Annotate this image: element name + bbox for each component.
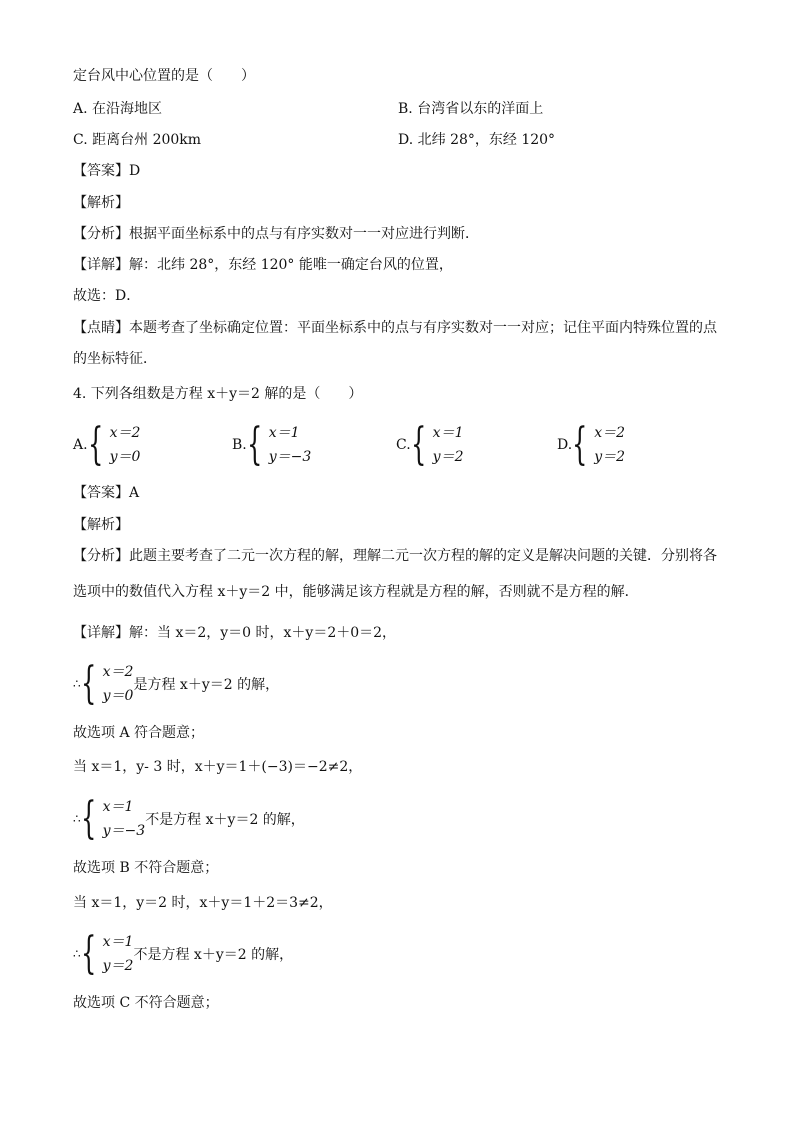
q4-case-c: 当 x＝1，y＝2 时，x＋y＝1＋2＝3≠2， [73,895,333,911]
q3-conclusion: 故选：D． [73,288,141,304]
q4-option-a-row2: y＝0 [109,449,141,465]
q3-option-a: A. 在沿海地区 [73,101,163,117]
q3-dianjing-line2: 的坐标特征． [73,351,157,367]
left-brace-icon: { [80,658,97,709]
q4-system-b-text: 不是方程 x＋y＝2 的解， [145,812,305,828]
q4-option-d [557,421,625,469]
q4-option-b-row1: x＝1 [268,425,300,441]
q3-xiangjie: 【详解】解：北纬 28°，东经 120° 能唯一确定台风的位置， [73,257,453,273]
q4-option-a-label: A. [73,437,88,453]
q3-stem-tail: 定台风中心位置的是（ ） [73,68,255,84]
q4-option-a-row1: x＝2 [109,425,141,441]
q4-option-d-row1: x＝2 [594,425,625,441]
q4-stem: 4. 下列各组数是方程 x＋y＝2 解的是（ ） [73,386,363,402]
q4-option-b-row2: y＝−3 [268,449,312,465]
q4-option-c-label: C. [396,437,411,453]
q4-fenxi-line2: 选项中的数值代入方程 x＋y＝2 中，能够满足该方程就是方程的解，否则就不是方程的解． [73,584,639,600]
q4-system-c-row2: y＝2 [102,958,134,974]
q4-system-b-row1: x＝1 [102,799,134,815]
q4-conclusion-a: 故选项 A 符合题意； [73,725,205,741]
q4-system-b-row2: y＝−3 [102,823,146,839]
q4-conclusion-b: 故选项 B 不符合题意； [73,860,219,876]
q3-fenxi: 【分析】根据平面坐标系中的点与有序实数对一一对应进行判断． [73,226,479,242]
q4-system-a-row1: x＝2 [102,664,134,680]
q4-option-b-label: B. [232,437,247,453]
left-brace-icon: { [410,419,427,470]
q4-option-c-row2: y＝2 [432,449,464,465]
q4-system-a-row2: y＝0 [102,688,134,704]
q4-system-c-row1: x＝1 [102,934,134,950]
q3-option-c: C. 距离台州 200km [73,132,202,148]
left-brace-icon: { [80,928,97,979]
q4-option-c [396,421,464,469]
q3-answer: 【答案】D [73,163,141,179]
q4-xiangjie: 【详解】解：当 x＝2，y＝0 时，x＋y＝2＋0＝2， [73,625,397,641]
q3-option-d: D. 北纬 28°，东经 120° [398,132,556,148]
q4-system-c-text: 不是方程 x＋y＝2 的解， [133,947,294,963]
q4-analysis-heading: 【解析】 [73,517,129,533]
q4-option-b [232,421,311,469]
therefore-symbol: ∴ [73,947,81,961]
q4-system-c [73,930,293,978]
q4-system-a-text: 是方程 x＋y＝2 的解， [133,677,280,693]
q4-conclusion-c: 故选项 C 不符合题意； [73,995,219,1011]
q4-fenxi-line1: 【分析】此题主要考查了二元一次方程的解，理解二元一次方程的解的定义是解决问题的关键．分别将各 [73,548,717,564]
q4-option-c-row1: x＝1 [432,425,464,441]
therefore-symbol: ∴ [73,812,81,826]
left-brace-icon: { [246,419,263,470]
q4-system-b [73,795,305,843]
left-brace-icon: { [572,419,588,470]
q4-answer: 【答案】A [73,485,140,501]
q4-option-d-row2: y＝2 [594,449,626,465]
q3-dianjing-line1: 【点睛】本题考查了坐标确定位置：平面坐标系中的点与有序实数对一一对应；记住平面内特殊位置的点 [73,320,717,336]
q4-case-b: 当 x＝1，y- 3 时，x＋y＝1＋(−3)＝−2≠2， [73,759,363,775]
q4-system-a [73,660,279,708]
q3-analysis-heading: 【解析】 [73,195,129,211]
therefore-symbol: ∴ [73,677,81,691]
left-brace-icon: { [80,793,97,844]
q3-option-b: B. 台湾省以东的洋面上 [398,101,544,117]
q4-option-d-label: D. [557,437,573,453]
q4-option-a [73,421,140,469]
left-brace-icon: { [87,419,103,470]
